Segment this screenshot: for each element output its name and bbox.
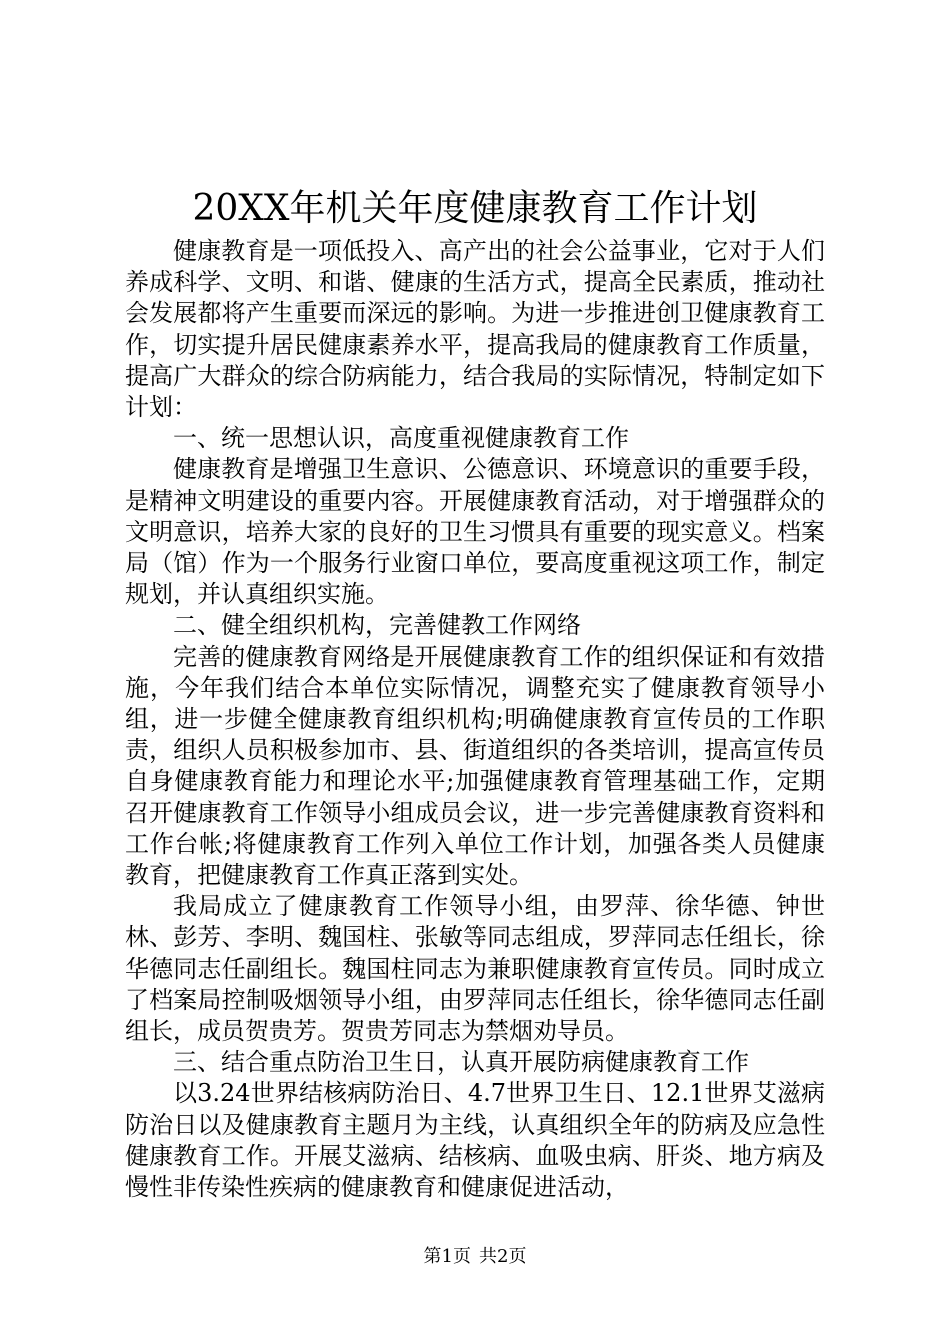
page-footer <box>0 1245 950 1269</box>
section-heading-2: 二、健全组织机构，完善健教工作网络 <box>173 611 581 640</box>
section-heading-3: 三、结合重点防治卫生日，认真开展防病健康教育工作 <box>173 1048 749 1077</box>
section-heading-1: 一、统一思想认识，高度重视健康教育工作 <box>173 424 629 453</box>
paragraph-section-1: 健康教育是增强卫生意识、公德意识、环境意识的重要手段，是精神文明建设的重要内容。开展健康教育活动，对于增强群众的文明意识，培养大家的良好的卫生习惯具有重要的现实意义。档案局（馆）作为一个服务行业窗口单位，要高度重视这项工作，制定规划，并认真组织实施。 <box>125 455 825 609</box>
paragraph-section-2a: 完善的健康教育网络是开展健康教育工作的组织保证和有效措施，今年我们结合本单位实际情况，调整充实了健康教育领导小组，进一步健全健康教育组织机构;明确健康教育宣传员的工作职责，组织人员积极参加市、县、街道组织的各类培训，提高宣传员自身健康教育能力和理论水平;加强健康教育管理基础工作，定期召开健康教育工作领导小组成员会议，进一步完善健康教育资料和工作台帐;将健康教育工作列入单位工作计划，加强各类人员健康教育，把健康教育工作真正落到实处。 <box>125 642 825 890</box>
paragraph-intro: 健康教育是一项低投入、高产出的社会公益事业，它对于人们养成科学、文明、和谐、健康的生活方式，提高全民素质，推动社会发展都将产生重要而深远的影响。为进一步推进创卫健康教育工作，切实提升居民健康素养水平，提高我局的健康教育工作质量，提高广大群众的综合防病能力，结合我局的实际情况，特制定如下计划： <box>125 237 825 422</box>
document-title: 20XX年机关年度健康教育工作计划 <box>192 188 758 229</box>
document-body <box>125 236 825 1203</box>
page-total: 共2页 <box>479 1246 527 1267</box>
paragraph-section-3: 以3.24世界结核病防治日、4.7世界卫生日、12.1世界艾滋病防治日以及健康教育主题月为主线，认真组织全年的防病及应急性健康教育工作。开展艾滋病、结核病、血吸虫病、肝炎、地方病及慢性非传染性疾病的健康教育和健康促进活动， <box>125 1079 825 1202</box>
paragraph-section-2b: 我局成立了健康教育工作领导小组，由罗萍、徐华德、钟世林、彭芳、李明、魏国柱、张敏等同志组成，罗萍同志任组长，徐华德同志任副组长。魏国柱同志为兼职健康教育宣传员。同时成立了档案局控制吸烟领导小组，由罗萍同志任组长，徐华德同志任副组长，成员贺贵芳。贺贵芳同志为禁烟劝导员。 <box>125 892 825 1046</box>
page-number: 第1页 <box>423 1246 471 1267</box>
